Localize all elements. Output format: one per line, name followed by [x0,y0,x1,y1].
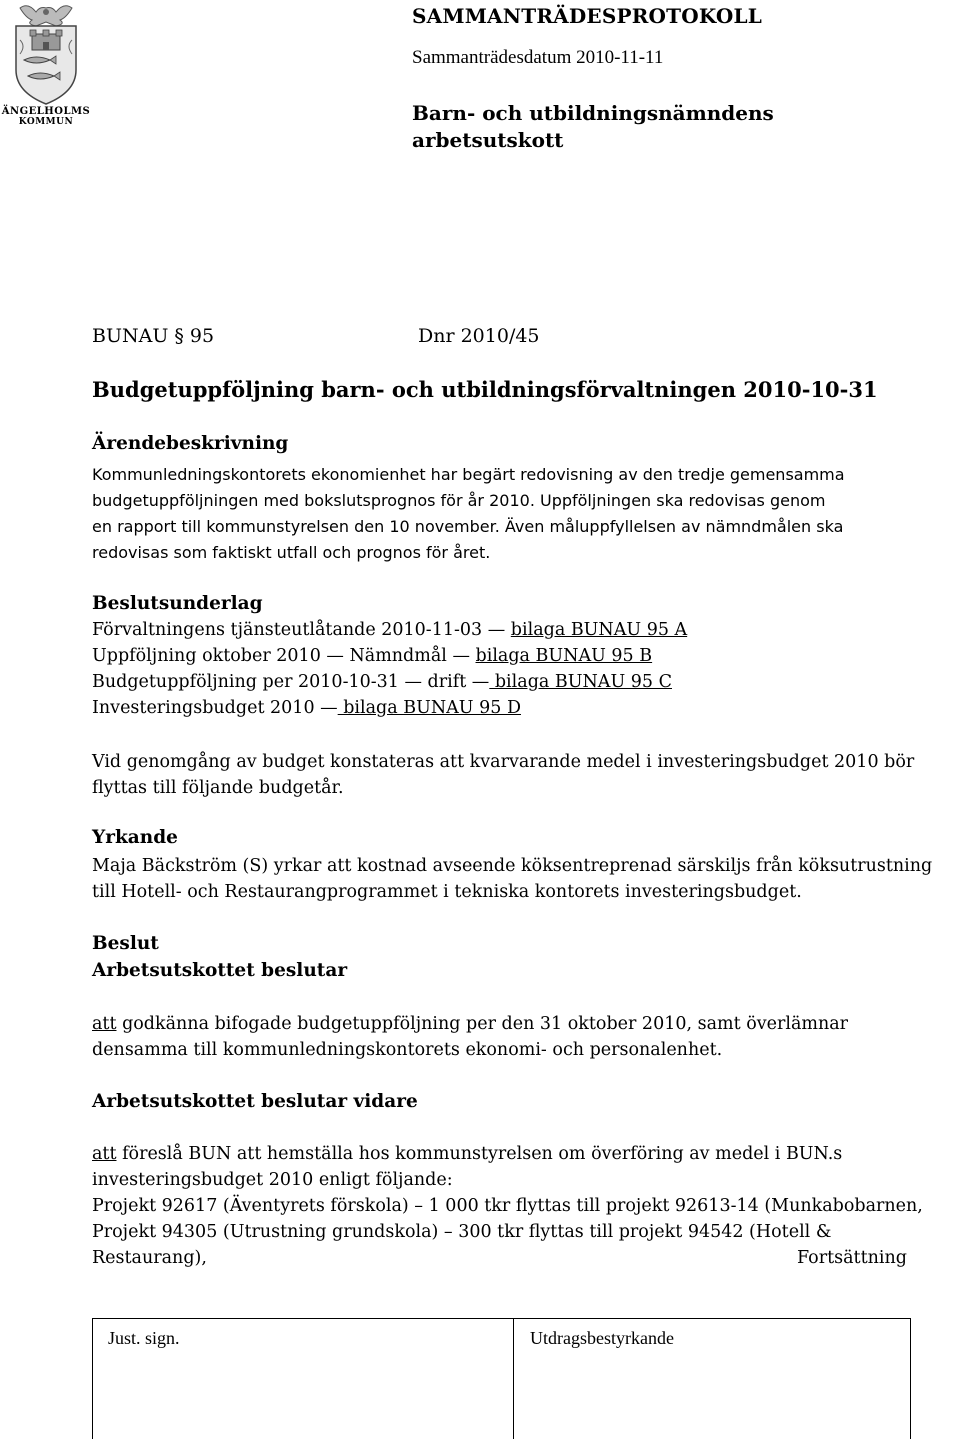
arendebeskrivning-line: budgetuppföljningen med bokslutsprognos för år 2010. Uppföljningen ska redovisas genom [92,491,826,510]
beslutsunderlag-note [92,749,914,801]
arendebeskrivning-line: redovisas som faktiskt utfall och prognos för året. [92,543,491,562]
continuation-note: Fortsättning [797,1248,907,1268]
case-title: Budgetuppföljning barn- och utbildningsförvaltningen 2010-10-31 [92,377,878,402]
beslut-subheading: Arbetsutskottet beslutar [92,960,348,981]
registration-number: Dnr 2010/45 [418,325,540,347]
beslut-line [92,1141,923,1167]
just-sign-label: Just. sign. [108,1328,180,1348]
attachment-link-d[interactable]: bilaga BUNAU 95 D [337,698,521,718]
beslut-line: Restaurang), [92,1248,207,1268]
yrkande-text [92,853,932,905]
beslut-line-text: godkänna bifogade budgetuppföljning per den 31 oktober 2010, samt överlämnar [116,1014,849,1034]
item-text: Uppföljning oktober 2010 — Nämndmål — [92,646,476,666]
arendebeskrivning-text [92,462,845,566]
item-text: Investeringsbudget 2010 — [92,698,338,718]
logo-text-line2: KOMMUN [18,117,74,127]
beslut-line [92,1011,848,1037]
attachment-link-a[interactable]: bilaga BUNAU 95 A [510,620,688,640]
arendebeskrivning-line: en rapport till kommunstyrelsen den 10 november. Även måluppfyllelsen av nämndmålen ska [92,517,844,536]
note-line: Vid genomgång av budget konstateras att kvarvarande medel i investeringsbudget 2010 bör [92,752,915,772]
beslut-vidare-heading: Arbetsutskottet beslutar vidare [92,1091,418,1112]
arendebeskrivning-line: Kommunledningskontorets ekonomienhet har begärt redovisning av den tredje gemensamma [92,465,845,484]
coat-of-arms-icon [6,0,86,110]
signature-box [92,1318,911,1439]
beslutsunderlag-heading: Beslutsunderlag [92,593,263,614]
committee-name-line1: Barn- och utbildningsnämndens [412,101,774,125]
municipality-logo [1,0,91,134]
yrkande-heading: Yrkande [92,827,178,848]
signature-divider [513,1319,514,1439]
list-item [92,617,687,643]
att-keyword: att [92,1144,117,1164]
att-keyword: att [92,1014,117,1034]
note-line: flyttas till följande budgetår. [92,778,344,798]
item-text: Budgetuppföljning per 2010-10-31 — drift — [92,672,490,692]
utdragsbestyrkande-label: Utdragsbestyrkande [530,1328,674,1348]
yrkande-line: Maja Bäckström (S) yrkar att kostnad avseende köksentreprenad särskiljs från köksutrustning [92,856,933,876]
list-item [92,669,687,695]
list-item [92,695,687,721]
logo-text-line1: ÄNGELHOLMS [1,106,91,117]
beslut-heading: Beslut [92,933,159,954]
item-text: Förvaltningens tjänsteutlåtande 2010-11-03 — [92,620,511,640]
paragraph-number: BUNAU § 95 [92,325,215,347]
beslut-line: densamma till kommunledningskontorets ekonomi- och personalenhet. [92,1040,723,1060]
attachment-link-c[interactable]: bilaga BUNAU 95 C [489,672,672,692]
attachment-link-b[interactable]: bilaga BUNAU 95 B [475,646,653,666]
yrkande-line: till Hotell- och Restaurangprogrammet i tekniska kontorets investeringsbudget. [92,882,802,902]
beslut-text [92,1011,848,1063]
beslutsunderlag-list [92,617,687,721]
committee-name-line2: arbetsutskott [412,128,564,152]
arendebeskrivning-heading: Ärendebeskrivning [92,433,289,454]
meeting-date: Sammanträdesdatum 2010-11-11 [412,47,664,68]
beslut-line-text: föreslå BUN att hemställa hos kommunstyrelsen om överföring av medel i BUN.s [116,1144,843,1164]
beslut-line: Projekt 94305 (Utrustning grundskola) – 300 tkr flyttas till projekt 94542 (Hotell & [92,1222,832,1242]
beslut-line: investeringsbudget 2010 enligt följande: [92,1170,453,1190]
beslut-line: Projekt 92617 (Äventyrets förskola) – 1 000 tkr flyttas till projekt 92613-14 (Munkabobarnen, [92,1196,923,1216]
list-item [92,643,687,669]
protocol-title: SAMMANTRÄDESPROTOKOLL [412,4,763,28]
